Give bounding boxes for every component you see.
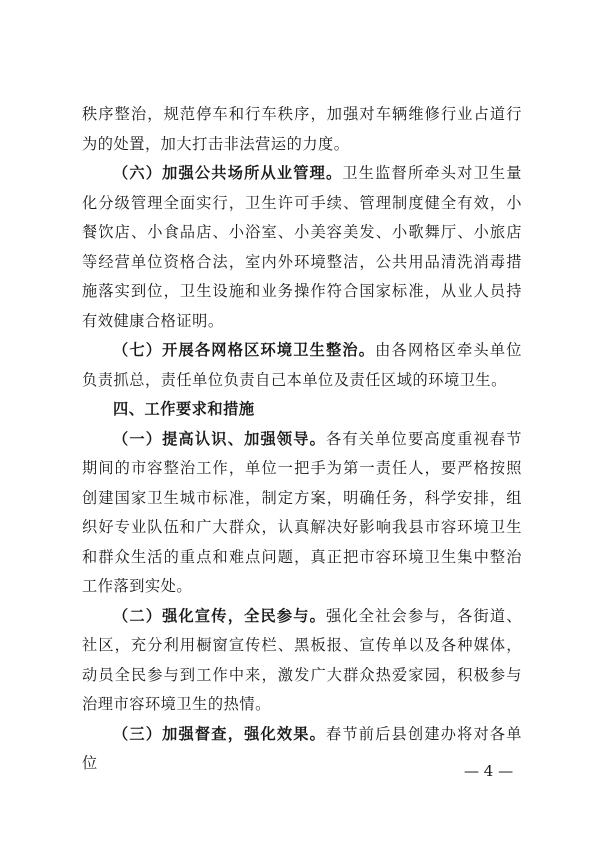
paragraph-grid-areas: [82, 336, 522, 395]
paragraph-lead: （六）加强公共场所从业管理。: [113, 164, 343, 182]
paragraph-text: 强化全社会参与，各街道、社区，充分利用橱窗宣传栏、黑板报、宣传单以及各种媒体，动员全民参与到工作中来，激发广大群众热爱家园，积极参与治理市容环境卫生的热情。: [82, 606, 522, 713]
paragraph-lead: （一）提高认识、加强领导。: [113, 429, 327, 448]
page-number: — 4 —: [464, 762, 514, 780]
paragraph-public-places: [82, 159, 522, 336]
paragraph-measure-leadership: [82, 425, 522, 602]
section-heading: 四、工作要求和措施: [113, 400, 255, 418]
paragraph-lead: （七）开展各网格区环境卫生整治。: [113, 341, 376, 359]
paragraph-text: 秩序整治，规范停车和行车秩序，加强对车辆维修行业占道行为的处置，加大打击非法营运的力度。: [82, 105, 522, 153]
paragraph-lead: （三）加强督查，强化效果。: [113, 724, 327, 743]
document-body: [82, 100, 522, 779]
paragraph-traffic-continued: [82, 100, 522, 159]
paragraph-measure-supervision: [82, 720, 522, 779]
paragraph-measure-publicity: [82, 602, 522, 720]
paragraph-text: 卫生监督所牵头对卫生量化分级管理全面实行，卫生许可手续、管理制度健全有效，小餐饮店、小食品店、小浴室、小美容美发、小歌舞厅、小旅店等经营单位资格合法，室内外环境整洁，公共用品清洗消毒措施落实到位，卫生设施和业务操作符合国家标准，从业人员持有效健康合格证明。: [82, 164, 522, 330]
paragraph-text: 各有关单位要高度重视春节期间的市容整治工作，单位一把手为第一责任人，要严格按照创建国家卫生城市标准，制定方案，明确任务，科学安排，组织好专业队伍和广大群众，认真解决好影响我县市容环境卫生和群众生活的重点和难点问题，真正把市容环境卫生集中整治工作落到实处。: [82, 429, 522, 595]
paragraph-lead: （二）强化宣传，全民参与。: [113, 606, 327, 625]
paragraph-text: 由各网格区牵头单位负责抓总，责任单位负责自己本单位及责任区域的环境卫生。: [82, 341, 522, 389]
paragraph-text: 春节前后县创建办将对各单位: [82, 724, 522, 772]
